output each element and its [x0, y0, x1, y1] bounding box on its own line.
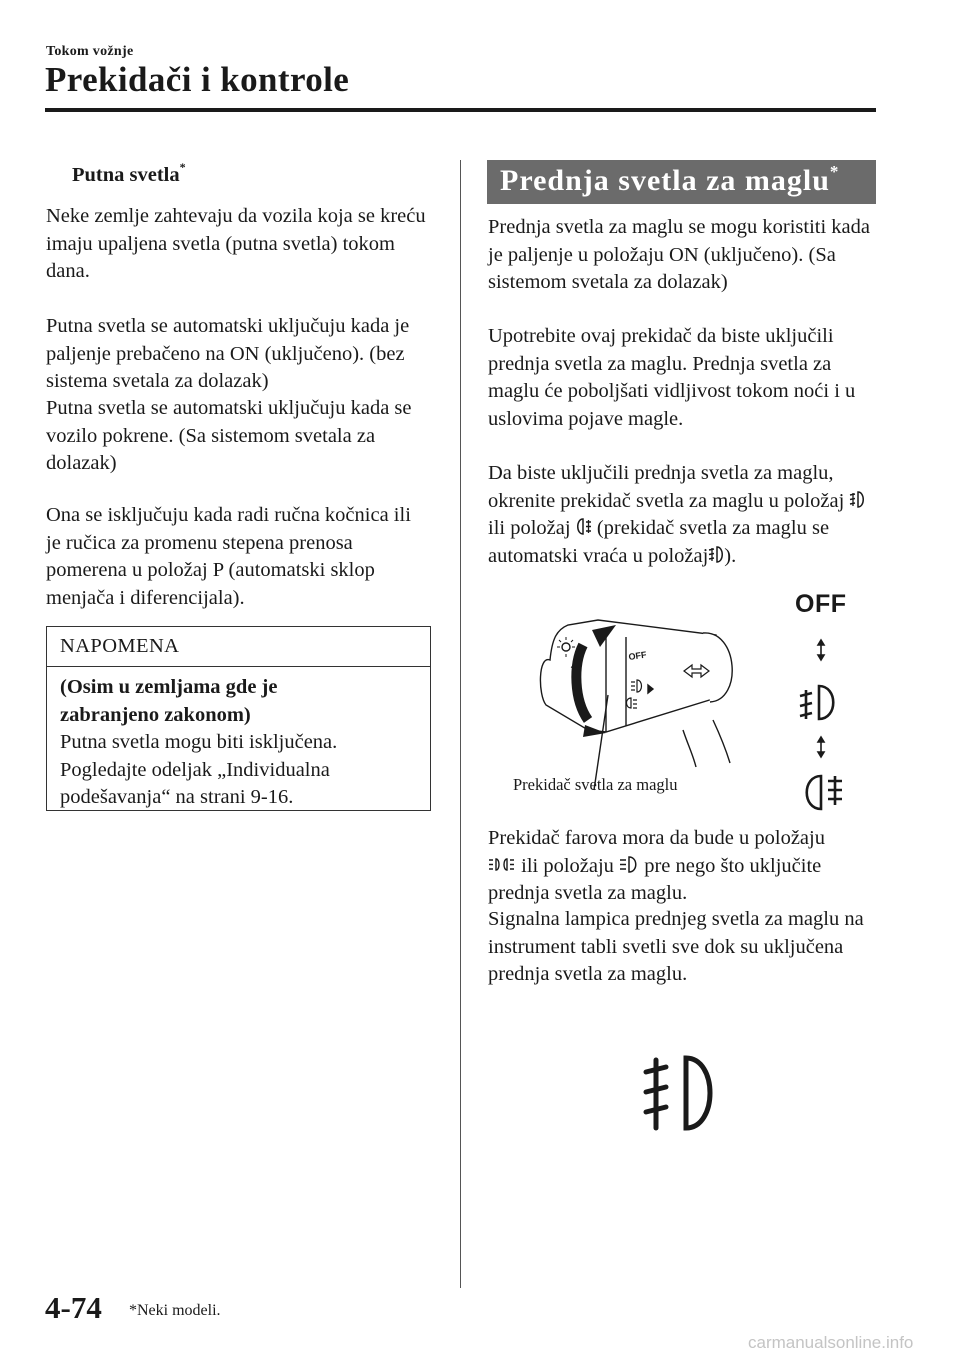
parking-light-icon	[488, 855, 516, 874]
daytime-ignition-paragraph: Putna svetla se automatski uključuju kada je paljenje prebačeno na ON (uključeno). (bez sistema svetala za dolazak)	[46, 315, 410, 392]
daytime-lights-heading: Putna svetla*	[72, 160, 186, 186]
front-fog-indicator-icon	[640, 1052, 720, 1136]
stalk-off-label: OFF	[627, 649, 648, 662]
fog-lights-banner: Prednja svetla za maglu*	[487, 160, 876, 204]
note-text: Putna svetla mogu biti isključena. Pogledajte odeljak „Individualna podešavanja“ na strani 9-16.	[60, 731, 338, 808]
note-box	[46, 626, 431, 811]
front-fog-light-icon	[849, 490, 865, 509]
fog-purpose-paragraph: Upotrebite ovaj prekidač da biste uključili prednja svetla za maglu. Prednja svetla za maglu će poboljšati vidljivost tokom noći i u uslovima pojave magle.	[488, 325, 856, 430]
page-number: 4-74	[45, 1290, 102, 1325]
note-bold-line-1: (Osim u zemljama gde je	[60, 676, 278, 698]
headlight-icon	[619, 855, 639, 874]
double-arrow-icon	[818, 640, 824, 660]
fog-switch-paragraph: Da biste uključili prednja svetla za maglu, okrenite prekidač svetla za maglu u položaj ili položaj (prekidač svetla za maglu se automatski vraća u položaj ).	[488, 460, 878, 570]
note-body	[47, 667, 430, 812]
front-fog-light-icon	[800, 686, 833, 719]
indicator-paragraph: Signalna lampica prednjeg svetla za maglu na instrument tabli svetli sve dok su uključena prednja svetla za maglu.	[488, 908, 864, 985]
daytime-off-paragraph: Ona se isključuju kada radi ručna kočnica ili je ručica za promenu stepena prenosa pomerena u položaj P (automatski sklop menjača i diferencijala).	[46, 504, 411, 609]
daytime-move-paragraph: Putna svetla se automatski uključuju kada se vozilo pokrene. (Sa sistemom svetala za dolazak)	[46, 397, 412, 474]
section-kicker: Tokom vožnje	[46, 44, 134, 59]
note-title: NAPOMENA	[47, 627, 430, 667]
note-bold-line-2: zabranjeno zakonom)	[60, 704, 251, 726]
daytime-intro-paragraph: Neke zemlje zahtevaju da vozila koja se kreću imaju upaljena svetla (putna svetla) tokom dana.	[46, 205, 426, 282]
watermark: carmanualsonline.info	[748, 1333, 914, 1352]
footnote: *Neki modeli.	[129, 1302, 221, 1319]
light-switch-stalk-icon	[540, 620, 732, 790]
column-divider	[460, 160, 461, 1288]
figure-off-label: OFF	[795, 590, 847, 618]
header-rule	[45, 108, 876, 112]
figure-caption: Prekidač svetla za maglu	[513, 775, 678, 794]
rear-fog-light-icon	[576, 517, 592, 536]
rear-fog-light-icon	[807, 776, 842, 809]
front-fog-light-icon	[708, 545, 724, 564]
double-arrow-icon	[818, 737, 824, 757]
chapter-title: Prekidači i kontrole	[45, 60, 350, 99]
headlight-requirement-paragraph: Prekidač farova mora da bude u položaju ili položaju pre nego što uključite prednja svetla za maglu.	[488, 827, 825, 904]
fog-intro-paragraph: Prednja svetla za maglu se mogu koristiti kada je paljenje u položaju ON (uključeno). (Sa sistemom svetala za dolazak)	[488, 216, 871, 293]
